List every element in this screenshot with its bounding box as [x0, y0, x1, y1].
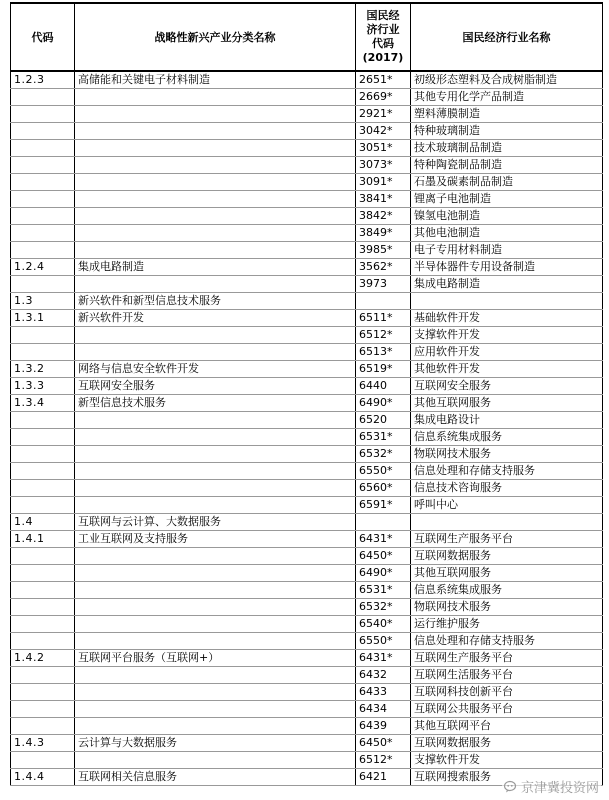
- row-std-code: 6434: [356, 701, 411, 718]
- row-std-code: 6591*: [356, 497, 411, 514]
- row-code: [11, 208, 75, 225]
- row-std-code: 6439: [356, 718, 411, 735]
- table-row: [11, 378, 603, 395]
- table-row: [11, 514, 603, 531]
- row-std-code: 3849*: [356, 225, 411, 242]
- row-code: [11, 327, 75, 344]
- table-row: [11, 650, 603, 667]
- row-category-name: [75, 752, 356, 769]
- row-code: [11, 429, 75, 446]
- header-std-code-line: 济行业: [366, 23, 400, 36]
- table-row: [11, 71, 603, 89]
- row-code: [11, 497, 75, 514]
- table-row: [11, 735, 603, 752]
- row-category-name: [75, 497, 356, 514]
- row-std-name: 信息处理和存储支持服务: [411, 633, 603, 650]
- row-code: [11, 106, 75, 123]
- table-row: [11, 752, 603, 769]
- row-std-name: 其他软件开发: [411, 361, 603, 378]
- row-std-name: 集成电路设计: [411, 412, 603, 429]
- table-row: [11, 361, 603, 378]
- row-category-name: [75, 106, 356, 123]
- watermark-text: 京津冀投资网: [520, 781, 599, 796]
- row-category-name: [75, 429, 356, 446]
- header-code: 代码: [11, 3, 75, 71]
- row-category-name: 集成电路制造: [75, 259, 356, 276]
- header-category-name: 战略性新兴产业分类名称: [75, 3, 356, 71]
- table-body: [11, 71, 603, 786]
- row-std-name: 塑料薄膜制造: [411, 106, 603, 123]
- row-std-name: 互联网生产服务平台: [411, 531, 603, 548]
- row-std-code: 6490*: [356, 395, 411, 412]
- row-category-name: [75, 684, 356, 701]
- row-std-name: 物联网技术服务: [411, 446, 603, 463]
- row-code: 1.2.4: [11, 259, 75, 276]
- row-code: [11, 548, 75, 565]
- row-category-name: [75, 276, 356, 293]
- row-std-code: 6550*: [356, 463, 411, 480]
- table-row: [11, 667, 603, 684]
- row-category-name: 互联网与云计算、大数据服务: [75, 514, 356, 531]
- row-std-code: 6531*: [356, 582, 411, 599]
- table-row: [11, 412, 603, 429]
- row-std-code: 6450*: [356, 735, 411, 752]
- row-std-code: 6511*: [356, 310, 411, 327]
- row-std-name: 集成电路制造: [411, 276, 603, 293]
- row-category-name: [75, 480, 356, 497]
- row-std-name: 电子专用材料制造: [411, 242, 603, 259]
- wechat-bubble-icon: [504, 780, 518, 794]
- row-std-name: 互联网生产服务平台: [411, 650, 603, 667]
- row-code: 1.3.3: [11, 378, 75, 395]
- row-code: [11, 225, 75, 242]
- row-std-name: 互联网数据服务: [411, 548, 603, 565]
- row-category-name: [75, 412, 356, 429]
- row-category-name: 新兴软件和新型信息技术服务: [75, 293, 356, 310]
- table-row: [11, 225, 603, 242]
- row-category-name: [75, 599, 356, 616]
- row-category-name: [75, 174, 356, 191]
- row-code: [11, 752, 75, 769]
- table-row: [11, 259, 603, 276]
- row-category-name: [75, 633, 356, 650]
- row-std-code: 6531*: [356, 429, 411, 446]
- row-category-name: 互联网平台服务（互联网+）: [75, 650, 356, 667]
- row-std-name: 石墨及碳素制品制造: [411, 174, 603, 191]
- row-category-name: 云计算与大数据服务: [75, 735, 356, 752]
- row-code: [11, 89, 75, 106]
- header-std-code-line: (2017): [362, 51, 404, 64]
- table-row: [11, 616, 603, 633]
- row-category-name: 新型信息技术服务: [75, 395, 356, 412]
- header-std-code-line: 国民经: [366, 9, 400, 22]
- row-std-code: 6421: [356, 769, 411, 786]
- row-category-name: [75, 89, 356, 106]
- row-std-name: 其他互联网平台: [411, 718, 603, 735]
- row-code: [11, 684, 75, 701]
- row-std-name: 其他互联网服务: [411, 565, 603, 582]
- table-row: [11, 191, 603, 208]
- row-std-code: 3091*: [356, 174, 411, 191]
- row-std-name: 支撑软件开发: [411, 327, 603, 344]
- row-std-name: 物联网技术服务: [411, 599, 603, 616]
- row-code: 1.4: [11, 514, 75, 531]
- row-std-code: 3841*: [356, 191, 411, 208]
- row-std-code: 3042*: [356, 123, 411, 140]
- row-std-name: [411, 293, 603, 310]
- row-std-code: 6512*: [356, 752, 411, 769]
- table-row: [11, 208, 603, 225]
- row-code: [11, 276, 75, 293]
- row-std-code: [356, 514, 411, 531]
- row-std-code: 6560*: [356, 480, 411, 497]
- row-std-code: 3973: [356, 276, 411, 293]
- row-category-name: 互联网安全服务: [75, 378, 356, 395]
- row-std-code: 3562*: [356, 259, 411, 276]
- row-category-name: [75, 701, 356, 718]
- row-code: 1.3.4: [11, 395, 75, 412]
- table-row: [11, 140, 603, 157]
- row-std-name: 信息系统集成服务: [411, 582, 603, 599]
- row-category-name: [75, 191, 356, 208]
- row-code: [11, 616, 75, 633]
- table-row: [11, 395, 603, 412]
- table-row: [11, 310, 603, 327]
- row-std-name: 互联网公共服务平台: [411, 701, 603, 718]
- row-std-name: 基础软件开发: [411, 310, 603, 327]
- row-code: [11, 157, 75, 174]
- row-category-name: [75, 582, 356, 599]
- row-std-name: 半导体器件专用设备制造: [411, 259, 603, 276]
- row-std-code: 6540*: [356, 616, 411, 633]
- row-code: [11, 123, 75, 140]
- row-code: [11, 582, 75, 599]
- row-code: 1.3.1: [11, 310, 75, 327]
- row-category-name: 工业互联网及支持服务: [75, 531, 356, 548]
- table-row: [11, 123, 603, 140]
- row-category-name: [75, 463, 356, 480]
- row-category-name: [75, 327, 356, 344]
- row-category-name: [75, 616, 356, 633]
- table-row: [11, 565, 603, 582]
- row-category-name: 高储能和关键电子材料制造: [75, 71, 356, 89]
- table-row: [11, 548, 603, 565]
- row-category-name: [75, 157, 356, 174]
- row-std-name: 应用软件开发: [411, 344, 603, 361]
- row-std-name: 信息系统集成服务: [411, 429, 603, 446]
- row-std-code: 6513*: [356, 344, 411, 361]
- row-code: [11, 191, 75, 208]
- row-code: [11, 446, 75, 463]
- row-std-code: 3842*: [356, 208, 411, 225]
- table-row: [11, 157, 603, 174]
- header-std-name: 国民经济行业名称: [411, 3, 603, 71]
- row-std-code: 6433: [356, 684, 411, 701]
- row-code: 1.4.1: [11, 531, 75, 548]
- row-category-name: [75, 344, 356, 361]
- table-row: [11, 106, 603, 123]
- table-row: [11, 599, 603, 616]
- row-std-name: 其他互联网服务: [411, 395, 603, 412]
- row-category-name: 互联网相关信息服务: [75, 769, 356, 786]
- row-std-name: 初级形态塑料及合成树脂制造: [411, 71, 603, 89]
- row-category-name: [75, 242, 356, 259]
- table-row: [11, 718, 603, 735]
- row-code: 1.4.4: [11, 769, 75, 786]
- row-code: [11, 565, 75, 582]
- row-category-name: [75, 225, 356, 242]
- row-std-code: 6532*: [356, 446, 411, 463]
- table-row: [11, 684, 603, 701]
- row-std-name: 互联网科技创新平台: [411, 684, 603, 701]
- row-code: [11, 480, 75, 497]
- row-std-name: 信息处理和存储支持服务: [411, 463, 603, 480]
- row-std-name: 呼叫中心: [411, 497, 603, 514]
- row-std-code: 6519*: [356, 361, 411, 378]
- row-std-name: 信息技术咨询服务: [411, 480, 603, 497]
- row-code: 1.3: [11, 293, 75, 310]
- table-row: [11, 89, 603, 106]
- row-std-code: 3985*: [356, 242, 411, 259]
- row-category-name: 新兴软件开发: [75, 310, 356, 327]
- row-std-name: 镍氢电池制造: [411, 208, 603, 225]
- watermark: [502, 776, 601, 797]
- row-std-code: 3073*: [356, 157, 411, 174]
- row-code: [11, 344, 75, 361]
- header-std-code: [356, 3, 411, 71]
- row-std-code: [356, 293, 411, 310]
- row-std-name: 其他专用化学产品制造: [411, 89, 603, 106]
- header-std-code-line: 代码: [372, 37, 394, 50]
- table-row: [11, 633, 603, 650]
- row-std-name: 技术玻璃制品制造: [411, 140, 603, 157]
- row-std-name: 运行维护服务: [411, 616, 603, 633]
- row-std-code: 6450*: [356, 548, 411, 565]
- row-std-name: 支撑软件开发: [411, 752, 603, 769]
- row-category-name: [75, 548, 356, 565]
- row-code: [11, 412, 75, 429]
- row-code: 1.2.3: [11, 71, 75, 89]
- row-code: [11, 633, 75, 650]
- row-std-name: 锂离子电池制造: [411, 191, 603, 208]
- row-category-name: [75, 208, 356, 225]
- row-code: [11, 174, 75, 191]
- row-std-name: 互联网生活服务平台: [411, 667, 603, 684]
- row-std-code: 6431*: [356, 531, 411, 548]
- row-std-code: 6550*: [356, 633, 411, 650]
- table-row: [11, 327, 603, 344]
- table-row: [11, 429, 603, 446]
- row-code: [11, 599, 75, 616]
- row-category-name: [75, 140, 356, 157]
- row-std-code: 2669*: [356, 89, 411, 106]
- row-code: 1.4.3: [11, 735, 75, 752]
- row-std-name: 特种陶瓷制品制造: [411, 157, 603, 174]
- row-std-code: 6431*: [356, 650, 411, 667]
- table-row: [11, 582, 603, 599]
- row-std-name: [411, 514, 603, 531]
- row-code: 1.3.2: [11, 361, 75, 378]
- row-std-code: 6512*: [356, 327, 411, 344]
- row-std-name: 其他电池制造: [411, 225, 603, 242]
- row-std-name: 特种玻璃制造: [411, 123, 603, 140]
- table-row: [11, 531, 603, 548]
- row-std-name: 互联网数据服务: [411, 735, 603, 752]
- row-code: [11, 140, 75, 157]
- row-category-name: 网络与信息安全软件开发: [75, 361, 356, 378]
- row-code: [11, 463, 75, 480]
- table-row: [11, 276, 603, 293]
- row-std-code: 6432: [356, 667, 411, 684]
- row-std-code: 6532*: [356, 599, 411, 616]
- row-category-name: [75, 565, 356, 582]
- table-header: [11, 3, 603, 71]
- row-std-code: 6520: [356, 412, 411, 429]
- table-row: [11, 242, 603, 259]
- industry-classification-table: [10, 2, 603, 786]
- row-code: 1.4.2: [11, 650, 75, 667]
- table-row: [11, 293, 603, 310]
- row-category-name: [75, 123, 356, 140]
- row-code: [11, 667, 75, 684]
- row-std-name: 互联网搜索服务: [411, 769, 603, 786]
- table-row: [11, 174, 603, 191]
- row-std-code: 6440: [356, 378, 411, 395]
- row-code: [11, 701, 75, 718]
- table-row: [11, 446, 603, 463]
- row-std-name: 互联网安全服务: [411, 378, 603, 395]
- row-category-name: [75, 446, 356, 463]
- row-std-code: 2651*: [356, 71, 411, 89]
- row-category-name: [75, 718, 356, 735]
- row-category-name: [75, 667, 356, 684]
- row-std-code: 6490*: [356, 565, 411, 582]
- table-row: [11, 463, 603, 480]
- table-row: [11, 344, 603, 361]
- table-row: [11, 497, 603, 514]
- row-std-code: 3051*: [356, 140, 411, 157]
- table-row: [11, 480, 603, 497]
- row-code: [11, 718, 75, 735]
- row-code: [11, 242, 75, 259]
- table-row: [11, 701, 603, 718]
- row-std-code: 2921*: [356, 106, 411, 123]
